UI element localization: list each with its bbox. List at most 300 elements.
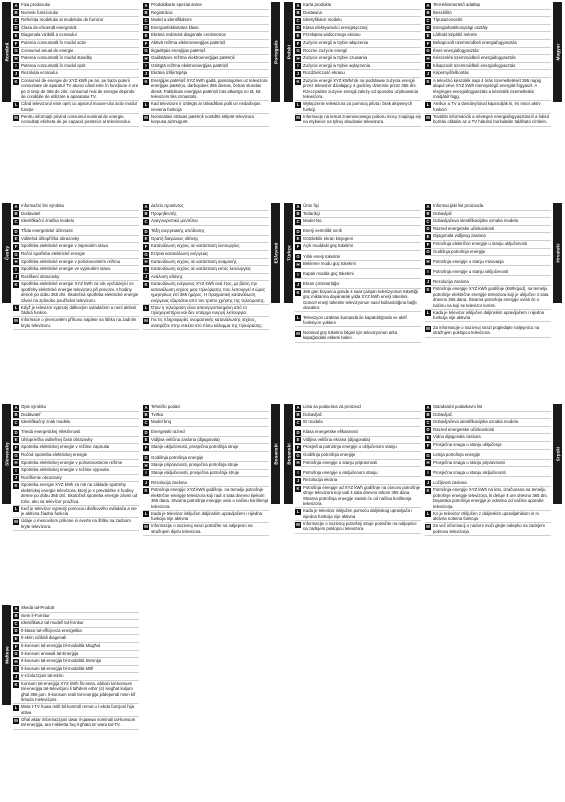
row-letter-badge: E <box>144 236 148 242</box>
row-letter-badge: F <box>426 241 430 247</box>
row-letter-badge: B <box>14 10 18 16</box>
row-letter-badge: G <box>14 651 18 657</box>
fiche-row <box>13 412 139 420</box>
fiche-row <box>13 506 139 519</box>
fiche-row <box>425 286 551 309</box>
row-letter-badge: D <box>296 25 300 31</box>
fiche-row <box>143 429 269 437</box>
row-text: Nominal güç tüketimi bilgisi için televizyonun arka kapağındaki etikete bakın. <box>303 329 398 341</box>
language-tab <box>271 203 280 303</box>
language-label: Magyar <box>555 43 560 61</box>
row-text: Ročná spotreba elektrickej energie <box>21 452 88 458</box>
row-letter-badge: H <box>296 55 300 61</box>
fiche-row <box>295 429 421 437</box>
row-letter-badge: J <box>144 70 148 76</box>
row-text: Uhlopriečka viditeľnej časti obrazovky <box>21 436 93 442</box>
language-label: Bosanski <box>286 443 291 465</box>
row-text: Przekątna widocznego ekranu <box>303 32 361 38</box>
language-label: Srpski <box>555 446 560 462</box>
language-label: Slovensky <box>4 442 9 466</box>
row-letter-badge: L <box>14 305 18 311</box>
row-text: Când televizorul este oprit cu ajutorul mouse-ului activ modul funcție <box>21 101 137 112</box>
row-letter-badge: M <box>296 114 300 120</box>
row-letter-badge: H <box>14 658 18 664</box>
row-letter-badge: G <box>426 452 430 458</box>
fiche-row <box>425 487 551 510</box>
fiche-row <box>143 218 269 226</box>
row-letter-badge: K <box>14 78 18 84</box>
fiche-row <box>143 412 269 420</box>
fiche-row <box>295 40 421 48</box>
row-text: Tehnički podaci <box>151 404 181 409</box>
row-letter-badge: L <box>144 101 148 107</box>
row-text: Vidna dijagonala zaslona <box>433 434 481 440</box>
fiche-row <box>295 101 421 114</box>
row-text: Godišnja potrošnja energije <box>433 248 486 254</box>
row-text: Spotřeba elektrické energie v pohotovostním režimu <box>21 258 121 264</box>
fiche-row <box>13 17 139 25</box>
row-letter-badge: L <box>296 101 300 107</box>
row-text: Dobavljačeva identifikacijska oznaka modela <box>433 419 519 425</box>
row-letter-badge: F <box>14 643 18 649</box>
language-label: Português <box>273 40 278 64</box>
fiche-row <box>13 620 139 628</box>
fiche-row <box>295 10 421 18</box>
fiche-row <box>13 444 139 452</box>
row-letter-badge: H <box>296 460 300 466</box>
row-text: Potrošnja energije u stanju mirovanja <box>433 258 504 264</box>
fiche-row <box>295 404 421 412</box>
row-letter-badge: F <box>14 244 18 250</box>
row-text: Puterea consumată în modul standby <box>21 55 93 61</box>
row-letter-badge: D <box>14 228 18 234</box>
row-text: Spotreba elektrickej energie v režime vypnutia <box>21 467 109 473</box>
row-letter-badge: A <box>296 2 300 8</box>
row-text: Típusazonosító <box>433 17 463 23</box>
fiche-row <box>143 63 269 71</box>
row-letter-badge: M <box>144 114 148 120</box>
row-text: Razred energetske učinkovitosti <box>433 225 494 231</box>
row-text: Dobavljač <box>433 411 452 417</box>
row-letter-badge: K <box>426 287 430 293</box>
row-text: Informacje na temat znamionowego poboru mocy znajdują się na etykiecie na tylnej obudowie telewizora. <box>303 113 421 125</box>
fiche-row <box>295 271 421 279</box>
row-text: Razred energetske učinkovitosti <box>433 426 494 432</box>
fiche-row <box>13 704 139 717</box>
fiche-row <box>143 511 269 524</box>
fiche-row <box>13 605 139 613</box>
fiche-row <box>425 279 551 287</box>
row-text: Kada je televizor isključen pomoću daljinskog upravljača i nijedna funkcija nije aktivna <box>303 508 413 519</box>
row-letter-badge: K <box>426 78 430 84</box>
fiche-row <box>13 429 139 437</box>
fiche-row <box>13 78 139 101</box>
row-letter-badge: B <box>426 10 430 16</box>
row-letter-badge: I <box>13 63 19 69</box>
row-letter-badge: K <box>144 488 148 494</box>
row-text: Standardni podatkovni list <box>433 404 483 409</box>
row-letter-badge: G <box>144 455 148 461</box>
fiche-row <box>13 673 139 681</box>
row-text: Energoefektivitates klase <box>151 24 199 30</box>
fiche-row <box>425 63 551 71</box>
row-letter-badge: B <box>296 412 300 418</box>
row-text: Dodávateľ <box>21 411 41 417</box>
row-letter-badge: L <box>144 511 148 517</box>
row-letter-badge: H <box>144 259 148 265</box>
row-text: Potrošnja energije XYZ kWh godišnje, na temelju potrošnje električne energije televizora koji radi 4 sata dnevno tijekom 365 dana. Stvarna potrošnja energije ovisi o načinu korištenja televizora. <box>151 487 269 509</box>
row-letter-badge: J <box>296 281 300 287</box>
fiche-row <box>13 10 139 18</box>
fiche-row <box>425 32 551 40</box>
row-letter-badge: E <box>426 32 430 38</box>
row-text: Ir-riżoluzzjoni tal-iskrin <box>21 673 64 679</box>
fiche-row <box>13 228 139 236</box>
row-text: Model No. <box>303 218 323 224</box>
row-text: Dodavatel <box>21 210 41 216</box>
row-letter-badge: J <box>426 70 430 76</box>
row-letter-badge: I <box>13 666 19 672</box>
row-letter-badge: C <box>296 17 300 23</box>
fiche-row <box>13 518 139 531</box>
fiche-row <box>295 63 421 71</box>
fiche-row <box>143 470 269 478</box>
row-letter-badge: J <box>296 70 300 76</box>
fiche-row <box>295 452 421 460</box>
fiche-row <box>143 203 269 211</box>
fiche-row <box>13 317 139 330</box>
row-text: Ürün fişi <box>303 203 319 208</box>
row-text: Televizyon uzaktan kumanda ile kapatıldığında ve aktif fonksiyon yokken <box>303 314 407 326</box>
row-text: Třída energetické účinnosti <box>21 228 73 234</box>
fiche-row <box>295 470 421 478</box>
row-letter-badge: I <box>425 470 431 476</box>
fiche-rows <box>143 203 269 330</box>
fiche-rows <box>143 2 269 127</box>
row-letter-badge: A <box>144 2 148 8</box>
language-label: Română <box>4 42 9 62</box>
row-letter-badge: D <box>296 429 300 435</box>
row-letter-badge: E <box>14 32 18 38</box>
fiche-row <box>295 236 421 244</box>
fiche-row <box>425 269 551 277</box>
row-letter-badge: G <box>144 251 148 257</box>
row-text: Éves energiafogyasztás <box>433 47 479 53</box>
fiche-row <box>295 477 421 485</box>
fiche-row <box>425 523 551 536</box>
row-text: Zużycie energii XYZ kWh/rok na podstawie zużycia energii przez telewizor działający 4 godziny dziennie przez 365 dni. Rzeczywiste zużycie energii zależy od sposobu użytkowania telewizora. <box>303 77 419 100</box>
row-text: Puterea consumată în modul oprit <box>21 62 86 68</box>
row-letter-badge: J <box>144 480 148 486</box>
fiche-row <box>425 25 551 33</box>
row-letter-badge: C <box>14 17 18 23</box>
fiche-row <box>295 32 421 40</box>
row-text: Dijagonala vidljivog zaslona <box>433 233 486 239</box>
row-text: Diagonala vizibilă a ecranului <box>21 32 77 38</box>
row-text: Letnja potrošnja energije <box>433 452 481 458</box>
row-letter-badge: B <box>426 211 430 217</box>
row-letter-badge: F <box>144 445 148 451</box>
row-letter-badge: C <box>144 419 148 425</box>
row-text: Il-klassi tal-effiċjenza enerġetika <box>21 627 82 633</box>
row-text: Informacije o nazivnoj snazi potražite na naljepnici na stražnjem dijelu televizora. <box>151 523 253 534</box>
row-letter-badge: G <box>296 48 300 54</box>
row-text: Ekran çözünürlüğü <box>303 281 339 287</box>
fiche-panel-bs <box>142 404 280 601</box>
fiche-row <box>143 40 269 48</box>
fiche-row <box>295 419 421 427</box>
language-label: Hrvatski <box>555 243 560 263</box>
row-letter-badge: L <box>296 315 300 321</box>
fiche-row <box>143 305 269 318</box>
row-text: Ko je televizor izključen z daljinskim upravljalnikom in ni aktivna nobena funkcija <box>433 510 539 522</box>
fiche-row <box>425 40 551 48</box>
fiche-row <box>425 233 551 241</box>
fiche-row <box>13 70 139 78</box>
row-text: Opis výrobku <box>21 404 47 409</box>
row-text: Informacije o nazivnoj potrošnji struje potražite na naljepnici na zadnjem poklopcu televizora. <box>303 520 417 532</box>
fiche-row <box>295 444 421 452</box>
fiche-row <box>425 114 551 127</box>
fiche-row <box>13 211 139 219</box>
row-letter-badge: D <box>426 226 430 232</box>
row-text: Fișa produsului <box>21 2 51 7</box>
row-text: Stanje isključenosti, prosječna potrošnja struje <box>151 469 240 475</box>
row-letter-badge: A <box>144 203 148 209</box>
fiche-panel-ba <box>284 404 422 601</box>
row-text: Roczne zużycie energii <box>303 47 348 53</box>
row-text: Stanje pripravnosti, prosječna potrošnja struje <box>151 462 239 468</box>
fiche-row <box>425 218 551 226</box>
fiche-row <box>295 70 421 78</box>
fiche-row <box>143 480 269 488</box>
fiche-row <box>13 635 139 643</box>
fiche-row <box>143 274 269 282</box>
fiche-row <box>295 211 421 219</box>
fiche-row <box>13 251 139 259</box>
fiche-row <box>143 48 269 56</box>
language-tab <box>2 404 11 504</box>
row-text: Δελτίο προϊόντος <box>151 203 184 208</box>
row-text: Κατανάλωση ενέργειας XYZ kWh ανά έτος, με βάση την κατανάλωση ισχύος μιας τηλεόρασης που λειτουργεί 4 ώρες ημερησίως επί 365 ημέρες. Η πραγματική κατανάλωση ενέργειας εξαρτάται από τον τρόπο χρήσης της τηλεόρασης. <box>151 281 266 303</box>
fiche-row <box>425 101 551 114</box>
row-letter-badge: C <box>144 218 148 224</box>
row-text: Dobavljač <box>303 411 322 417</box>
row-text: Açık moddaki güç tüketimi <box>303 243 353 249</box>
row-letter-badge: A <box>144 404 148 410</box>
row-letter-badge: F <box>296 445 300 451</box>
row-text: Ανάλυση οθόνης <box>151 273 183 279</box>
row-text: Consumul anual de energie <box>21 47 74 53</box>
language-label: Bosanski <box>273 443 278 465</box>
fiche-row <box>425 442 551 450</box>
row-letter-badge: K <box>144 78 148 84</box>
row-text: Rozlišení obrazovky <box>21 273 60 279</box>
row-text: Referința modelului al modelului de furnizor <box>21 17 104 23</box>
fiche-row <box>13 717 139 730</box>
fiche-row <box>143 228 269 236</box>
row-text: Αναγνωριστικό μοντέλου <box>151 218 198 224</box>
fiche-row <box>13 274 139 282</box>
row-letter-badge: J <box>144 274 148 280</box>
row-text: Ikgadējais enerģijas patēriņš <box>151 47 206 53</box>
row-letter-badge: C <box>14 620 18 626</box>
row-text: Enerģijas patēriņš XYZ kWh gadā, pamatojoties uz televizora enerģijas patēriņu, darbojoties 365 dienas, četras stundas dienā. Faktiskais enerģijas patēriņš būs atkarīgs no tā, kā televizors tiks izmantots. <box>151 77 268 100</box>
fiche-row <box>13 613 139 621</box>
fiche-row <box>295 289 421 312</box>
fiche-panel-hu <box>424 2 562 199</box>
row-text: A televízió készülék napi 4 órás üzemeltetését 365 napig alapul véve XYZ kWh mennyiségű energiát fogyaszt. A tényleges energiafogyasztás a készülék üzemeltetési módjától függ. <box>433 77 541 100</box>
fiche-row <box>143 523 269 536</box>
language-tab <box>553 203 562 303</box>
fiche-row <box>13 281 139 304</box>
language-label: Türkçe <box>286 245 291 261</box>
row-text: Energetski razred <box>151 429 185 435</box>
fiche-rows <box>13 404 139 531</box>
row-letter-badge: H <box>426 460 430 466</box>
fiche-row <box>425 48 551 56</box>
row-text: Prosječna snaga u stanju uključenja <box>433 441 502 447</box>
row-letter-badge: F <box>144 40 148 46</box>
row-text: Pentru informații privind consumul nominal de energie, consultați eticheta de pe capacul posterior al televizorului. <box>21 113 131 125</box>
language-tab <box>553 2 562 102</box>
row-text: Görülebilir ekran köşegeni <box>303 235 353 241</box>
row-letter-badge: J <box>14 274 18 280</box>
language-tab <box>553 404 562 504</box>
fiche-row <box>13 305 139 318</box>
row-letter-badge: I <box>425 269 431 275</box>
row-text: Stanje uključenosti, prosječna potrošnja struje <box>151 444 239 450</box>
row-text: Potrošnja energije od XYZ kWh godišnje na osnovu potrošnje struje televizora koji radi 4 sata dnevno tokom 365 dana. Stvarna potrošnja energije zavisit će od načina korištenja televizora. <box>303 484 421 507</box>
row-text: Konsum tal-enerġija XYZ kWh fis-sena, abbażi tal-konsum tal-enerġija tat-televiżjoni li taħdem erba' (4) siegħat kuljum għal 365 jum. Il-konsum reali tal-enerġija jiddependi minn kif tintuża t-televiżjoni. <box>21 680 136 703</box>
fiche-row <box>143 462 269 470</box>
row-letter-badge: H <box>144 55 148 61</box>
row-letter-badge: E <box>14 236 18 242</box>
row-text: Spotreba elektrickej energie v pohotovostnom režime <box>21 459 123 465</box>
fiche-row <box>425 404 551 412</box>
row-letter-badge: B <box>14 412 18 418</box>
fiche-row <box>143 211 269 219</box>
fiche-panel-ro <box>2 2 140 199</box>
fiche-row <box>13 628 139 636</box>
row-text: Vidljiva veličina zaslona (dijagonala) <box>151 436 220 442</box>
row-text: Tvrtka <box>151 411 163 417</box>
row-text: Za informacije o nazivnoj snazi pogledajte naljepnicu na stražnjem poklopcu televizora. <box>433 324 540 336</box>
row-text: Bekleme modu güç tüketimi <box>303 261 356 267</box>
row-letter-badge: E <box>14 437 18 443</box>
row-text: Spotřeba elektrické energie ve vypnutém stavu <box>21 266 111 272</box>
fiche-row <box>143 266 269 274</box>
fiche-row <box>13 55 139 63</box>
row-letter-badge: H <box>14 55 18 61</box>
row-text: Údaje o menovitom príkone si overte na štítku na zadnom kryte televízora. <box>21 518 131 529</box>
row-letter-badge: C <box>144 17 148 23</box>
fiche-row <box>13 266 139 274</box>
row-text: Dobavljačeva identifikacijska oznaka modela <box>433 218 519 224</box>
language-tab <box>284 203 293 303</box>
row-text: Il-konsum annwali tal-Enerġija <box>21 650 79 656</box>
fiche-row <box>295 218 421 226</box>
fiche-row <box>143 55 269 63</box>
fiche-row <box>295 460 421 468</box>
fiche-row <box>13 475 139 483</box>
row-text: Aktīvā režīma elektroenerģijas patēriņš <box>151 39 226 45</box>
row-text: Kada je televizor isključen daljinskim upravljačem i nijedna funkcija nije aktivna <box>151 510 263 522</box>
row-letter-badge: B <box>296 10 300 16</box>
fiche-row <box>425 470 551 478</box>
row-letter-badge: H <box>14 259 18 265</box>
row-letter-badge: M <box>14 318 18 324</box>
row-letter-badge: L <box>426 511 430 517</box>
fiche-row <box>425 241 551 249</box>
row-letter-badge: D <box>14 429 18 435</box>
row-text: Prosječna potrošnja energije u uključenom stanju <box>303 444 397 450</box>
row-letter-badge: I <box>295 272 301 278</box>
row-text: Identifikační značka modelu <box>21 218 75 224</box>
row-letter-badge: E <box>144 437 148 443</box>
fiche-row <box>295 114 421 127</box>
fiche-row <box>295 521 421 534</box>
fiche-row <box>143 419 269 427</box>
row-letter-badge: C <box>14 419 18 425</box>
fiche-row <box>425 427 551 435</box>
fiche-row <box>425 17 551 25</box>
fiche-row <box>13 643 139 651</box>
row-text: Produktkarte spezial anme <box>151 2 202 7</box>
row-text: Yıllık enerji tüketimi <box>303 253 341 259</box>
row-letter-badge: F <box>14 40 18 46</box>
fiche-row <box>295 243 421 251</box>
row-letter-badge: B <box>14 211 18 217</box>
fiche-row <box>13 666 139 674</box>
fiche-row <box>13 651 139 659</box>
fiche-row <box>295 281 421 289</box>
row-letter-badge: D <box>14 25 18 31</box>
fiche-row <box>13 25 139 33</box>
fiche-panel-cz <box>2 203 140 400</box>
row-text: Klasa energetske efikasnosti <box>303 429 358 435</box>
fiche-row <box>425 452 551 460</box>
fiche-row <box>143 101 269 114</box>
fiche-row <box>295 203 421 211</box>
fiche-row <box>425 226 551 234</box>
row-letter-badge: K <box>296 289 300 295</box>
fiche-panel-pt <box>142 2 280 199</box>
fiche-row <box>13 259 139 267</box>
row-text: Zużycie energii w trybie wyłączenia <box>303 62 371 68</box>
fiche-rows <box>143 404 269 536</box>
fiche-row <box>143 281 269 304</box>
row-text: Spotřeba elektrické energie XYZ kWh za rok vycházející ze spotřeby elektrické energie televizoru při provozu 4 hodiny denně po dobu 365 dní. Skutečná spotřeba elektrické energie závisí na způsobu používání televizoru. <box>21 281 139 303</box>
row-text: Clasa de eficiență energetică <box>21 24 77 30</box>
row-text: Izslēgtā režīma elektroenerģijas patēriņš <box>151 62 229 68</box>
row-text: Prosječna snaga u stanju isključenosti <box>433 469 506 475</box>
fiche-row <box>295 485 421 508</box>
fiche-row <box>295 330 421 343</box>
row-text: Godišnja potrošnja energije <box>151 454 204 460</box>
fiche-row <box>13 460 139 468</box>
row-letter-badge: G <box>14 452 18 458</box>
row-letter-badge: K <box>296 485 300 491</box>
language-label: Ελληνικά <box>273 242 278 264</box>
row-letter-badge: A <box>426 404 430 410</box>
row-text: Rezolucija zaslona <box>433 278 469 284</box>
row-text: Kapalı modda güç tüketimi <box>303 271 354 277</box>
fiche-row <box>143 32 269 40</box>
row-text: Viditelná úhlopříčka obrazovky <box>21 235 80 241</box>
fiche-row <box>295 228 421 236</box>
fiche-row <box>143 317 269 330</box>
